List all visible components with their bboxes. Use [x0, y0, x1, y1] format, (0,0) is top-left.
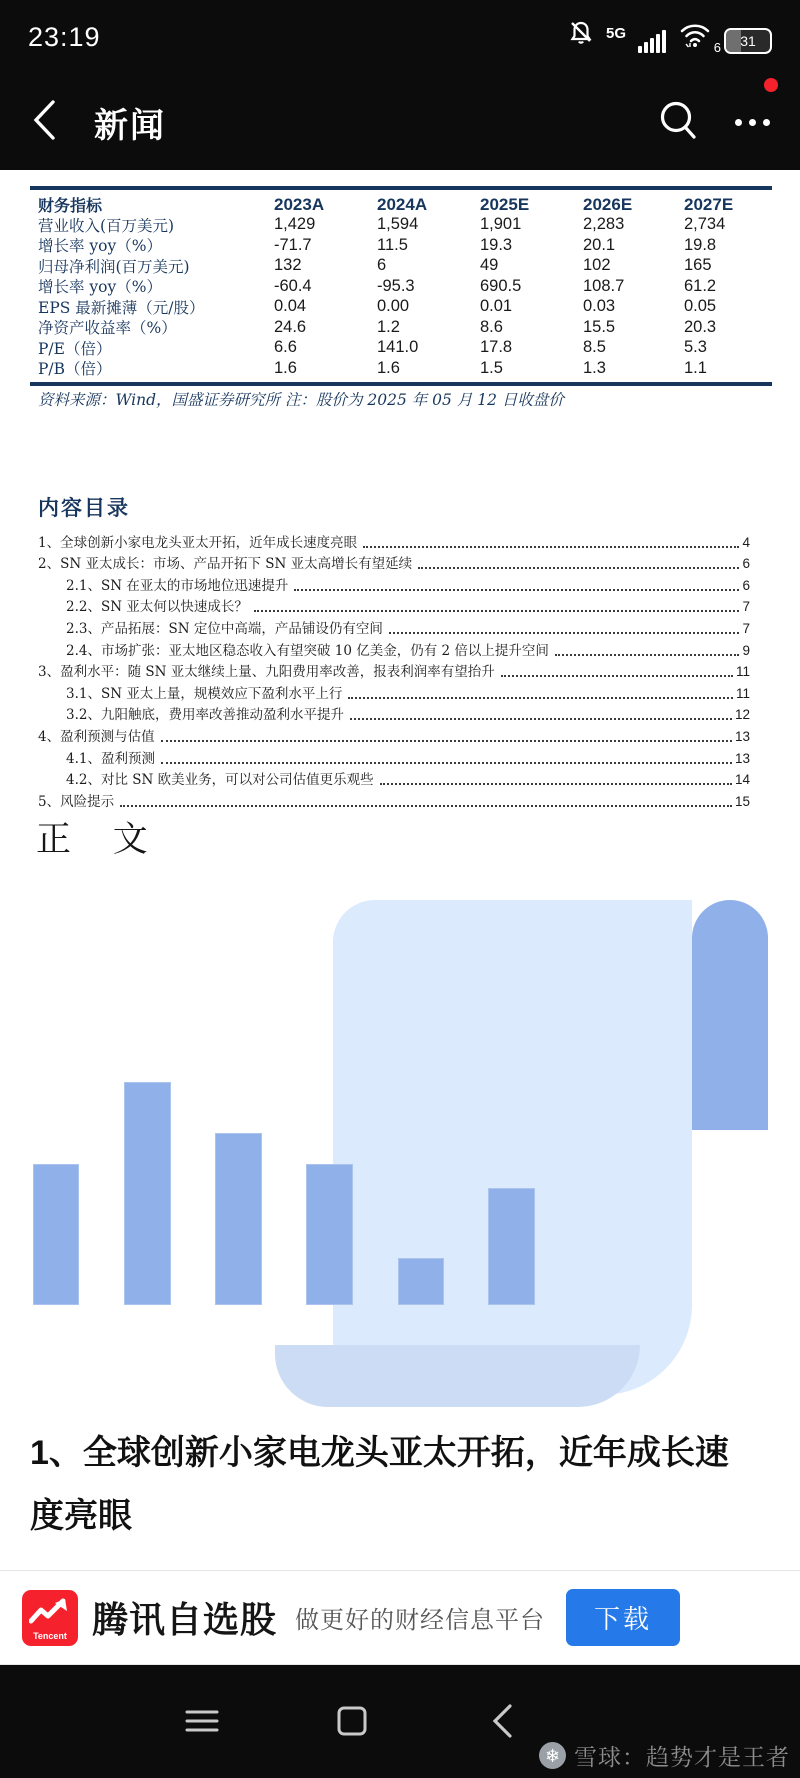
toc-page-number: 6 [742, 577, 750, 593]
toc-page-number: 13 [734, 750, 750, 766]
stock-line-icon [29, 1597, 71, 1631]
toc-item-text: 2、SN 亚太成长：市场、产品开拓下 SN 亚太高增长有望延续 [38, 556, 413, 573]
row-label: 营业收入(百万美元) [38, 216, 175, 235]
row-value: 1.6 [377, 358, 400, 377]
table-row [30, 316, 772, 337]
toc-item [38, 746, 750, 768]
wifi-icon [678, 20, 721, 55]
row-value: 11.5 [377, 235, 408, 254]
search-button[interactable] [655, 100, 701, 146]
toc-item [38, 595, 750, 617]
row-value: 1.2 [377, 317, 400, 336]
row-value: 0.03 [583, 297, 616, 315]
toc-leader-dots [350, 718, 732, 720]
illustration-bar [306, 1164, 353, 1305]
row-value: 8.5 [583, 338, 606, 356]
toc-page-number: 11 [735, 664, 750, 680]
battery-icon [724, 28, 772, 54]
wifi-6-label: 6 [713, 39, 721, 55]
row-value: 1.1 [684, 358, 707, 377]
app-header [0, 75, 800, 170]
recents-menu-button[interactable] [180, 1701, 224, 1745]
nav-back-chevron-icon [489, 1703, 515, 1744]
row-label: 净资产收益率（%） [38, 319, 177, 337]
row-value: 1,429 [274, 215, 316, 233]
row-label: P/E（倍） [38, 339, 112, 358]
toc-page-number: 13 [734, 728, 750, 744]
row-value: 20.1 [583, 235, 616, 254]
more-menu-button[interactable] [735, 100, 770, 146]
table-row [30, 275, 772, 296]
toc-item-text: 4.1、盈利预测 [66, 750, 155, 767]
table-row [30, 214, 772, 235]
paper-sheet-shape [333, 900, 692, 1395]
row-value: 5.3 [684, 338, 707, 356]
table-header-row [30, 193, 772, 214]
row-value: 49 [480, 256, 499, 274]
clock: 23:19 [28, 22, 101, 52]
article-content [0, 170, 800, 1665]
row-value: 1.3 [583, 358, 606, 377]
toc-item-text: 3.1、SN 亚太上量，规模效应下盈利水平上行 [66, 685, 343, 702]
toc-list [38, 530, 750, 811]
row-value: 0.04 [274, 297, 307, 315]
home-button[interactable] [330, 1701, 374, 1745]
body-section-label: 正 文 [36, 820, 164, 859]
home-square-icon [336, 1705, 368, 1742]
toc-page-number: 7 [742, 620, 750, 636]
promo-banner [0, 1570, 800, 1665]
toc-leader-dots [389, 632, 740, 634]
toc-item-text: 2.3、产品拓展：SN 定位中高端，产品铺设仍有空间 [66, 620, 383, 637]
toc-page-number: 7 [742, 599, 750, 615]
toc-leader-dots [120, 805, 732, 807]
illustration-bar [398, 1258, 444, 1305]
more-dots-icon [735, 119, 742, 126]
toc-item-text: 2.4、市场扩张：亚太地区稳态收入有望突破 10 亿美金，仍有 2 倍以上提升空间 [66, 642, 549, 659]
toc-item [38, 573, 750, 595]
toc-item-text: 1、全球创新小家电龙头亚太开拓，近年成长速度亮眼 [38, 534, 358, 551]
row-label: 增长率 yoy（%） [38, 237, 163, 255]
row-value: 141.0 [377, 338, 419, 356]
xueqiu-watermark [539, 1739, 790, 1772]
row-value: 19.8 [684, 235, 717, 254]
table-header-label: 财务指标 [38, 196, 103, 215]
toc-page-number: 15 [734, 793, 750, 809]
toc-page-number: 14 [734, 772, 750, 788]
tencent-logo [22, 1590, 78, 1646]
toc-item-text: 5、风险提示 [38, 793, 115, 810]
toc-leader-dots [348, 697, 733, 699]
row-value: 6.6 [274, 338, 297, 356]
battery-percent: 31 [740, 32, 756, 49]
row-value: -71.7 [274, 235, 312, 254]
row-value: 61.2 [684, 276, 717, 295]
table-header-year: 2027E [684, 194, 734, 214]
chart-scroll-illustration [0, 895, 800, 1410]
toc-item-text: 4.2、对比 SN 欧美业务，可以对公司估值更乐观些 [66, 772, 374, 789]
toc-page-number: 6 [742, 556, 750, 572]
table-header-year: 2024A [377, 194, 428, 214]
toc-item-text: 2.1、SN 在亚太的市场地位迅速提升 [66, 577, 289, 594]
row-value: -95.3 [377, 276, 415, 295]
table-header-year: 2026E [583, 194, 633, 214]
toc-leader-dots [161, 762, 732, 764]
row-value: 0.01 [480, 297, 513, 315]
toc-item [38, 530, 750, 552]
row-value: 17.8 [480, 338, 513, 356]
toc-item [38, 552, 750, 574]
row-label: 归母净利润(百万美元) [38, 257, 190, 276]
row-value: 2,283 [583, 215, 625, 233]
row-value: 0.05 [684, 297, 717, 315]
illustration-bar [124, 1082, 171, 1305]
row-value: 0.00 [377, 297, 410, 315]
toc-item-text: 2.2、SN 亚太何以快速成长？ [66, 599, 248, 616]
hamburger-icon [184, 1706, 220, 1741]
back-button[interactable] [22, 99, 66, 147]
row-value: 15.5 [583, 317, 616, 336]
toc-title: 内容目录 [38, 495, 130, 520]
paper-curl-shape [275, 1345, 640, 1407]
search-icon [657, 98, 699, 147]
toc-leader-dots [254, 610, 740, 612]
banner-app-name: 腾讯自选股 [92, 1599, 278, 1640]
toc-leader-dots [380, 783, 732, 785]
toc-item [38, 703, 750, 725]
banner-slogan: 做更好的财经信息平台 [295, 1607, 546, 1634]
toc-item-text: 3、盈利水平：随 SN 亚太继续上量、九阳费用率改善，报表利润率有望抬升 [38, 664, 495, 681]
toc-page-number: 11 [735, 685, 750, 701]
financial-table [30, 186, 772, 386]
toc-page-number: 12 [734, 707, 750, 723]
row-value: 19.3 [480, 235, 513, 254]
illustration-bar [488, 1188, 535, 1305]
toc-item [38, 789, 750, 811]
row-value: 1.6 [274, 358, 297, 377]
table-row [30, 337, 772, 358]
source-note: 资料来源：Wind，国盛证券研究所 注：股价为 2025 年 05 月 12 日收盘价 [38, 391, 564, 409]
row-value: 6 [377, 256, 387, 274]
row-value: 20.3 [684, 317, 717, 336]
toc-item [38, 768, 750, 790]
table-row [30, 234, 772, 255]
navigation-bar [0, 1665, 800, 1778]
row-value: 102 [583, 256, 611, 274]
table-row [30, 357, 772, 378]
table-row [30, 296, 772, 317]
row-value: 1,901 [480, 215, 522, 233]
row-value: 165 [684, 256, 712, 274]
row-value: 1,594 [377, 215, 419, 233]
toc-item [38, 681, 750, 703]
download-button[interactable]: 下载 [566, 1589, 680, 1646]
paper-roll-tab-shape [692, 900, 768, 1130]
row-value: 24.6 [274, 317, 307, 336]
page-title: 新闻 [94, 107, 166, 145]
notification-dot [764, 78, 778, 92]
row-value: 2,734 [684, 215, 726, 233]
tencent-brand-text: Tencent [33, 1630, 67, 1641]
watermark-text: 雪球：趋势才是王者 [574, 1744, 790, 1770]
table-header-year: 2023A [274, 194, 325, 214]
nav-back-button[interactable] [480, 1701, 524, 1745]
toc-item [38, 638, 750, 660]
toc-leader-dots [294, 589, 739, 591]
toc-item-text: 4、盈利预测与估值 [38, 728, 155, 745]
row-value: 108.7 [583, 276, 625, 295]
snowball-icon: ❄ [539, 1742, 566, 1769]
toc-item-text: 3.2、九阳触底，费用率改善推动盈利水平提升 [66, 707, 344, 724]
row-label: EPS 最新摊薄（元/股） [38, 298, 205, 317]
toc-item [38, 660, 750, 682]
toc-leader-dots [501, 675, 733, 677]
toc-leader-dots [161, 740, 732, 742]
table-body [30, 214, 772, 378]
illustration-bar [215, 1133, 262, 1305]
toc-leader-dots [418, 567, 739, 569]
toc-leader-dots [555, 654, 740, 656]
table-header-year: 2025E [480, 194, 530, 214]
toc-page-number: 9 [742, 642, 750, 658]
row-value: 1.5 [480, 358, 503, 377]
table-row [30, 255, 772, 276]
network-type-label: 5G [605, 24, 626, 42]
notifications-muted-icon [568, 20, 594, 51]
row-label: P/B（倍） [38, 360, 112, 378]
toc-item [38, 616, 750, 638]
status-bar [0, 0, 800, 75]
row-value: 690.5 [480, 276, 522, 295]
signal-strength-icon [638, 29, 666, 53]
toc-leader-dots [363, 546, 739, 548]
toc-item [38, 724, 750, 746]
toc-page-number: 4 [742, 534, 750, 550]
row-value: 8.6 [480, 317, 503, 336]
row-value: -60.4 [274, 276, 312, 295]
row-label: 增长率 yoy（%） [38, 278, 163, 296]
back-chevron-icon [29, 98, 59, 147]
illustration-bar [33, 1164, 79, 1305]
row-value: 132 [274, 256, 302, 274]
section-1-heading: 1、全球创新小家电龙头亚太开拓，近年成长速度亮眼 [30, 1434, 729, 1535]
